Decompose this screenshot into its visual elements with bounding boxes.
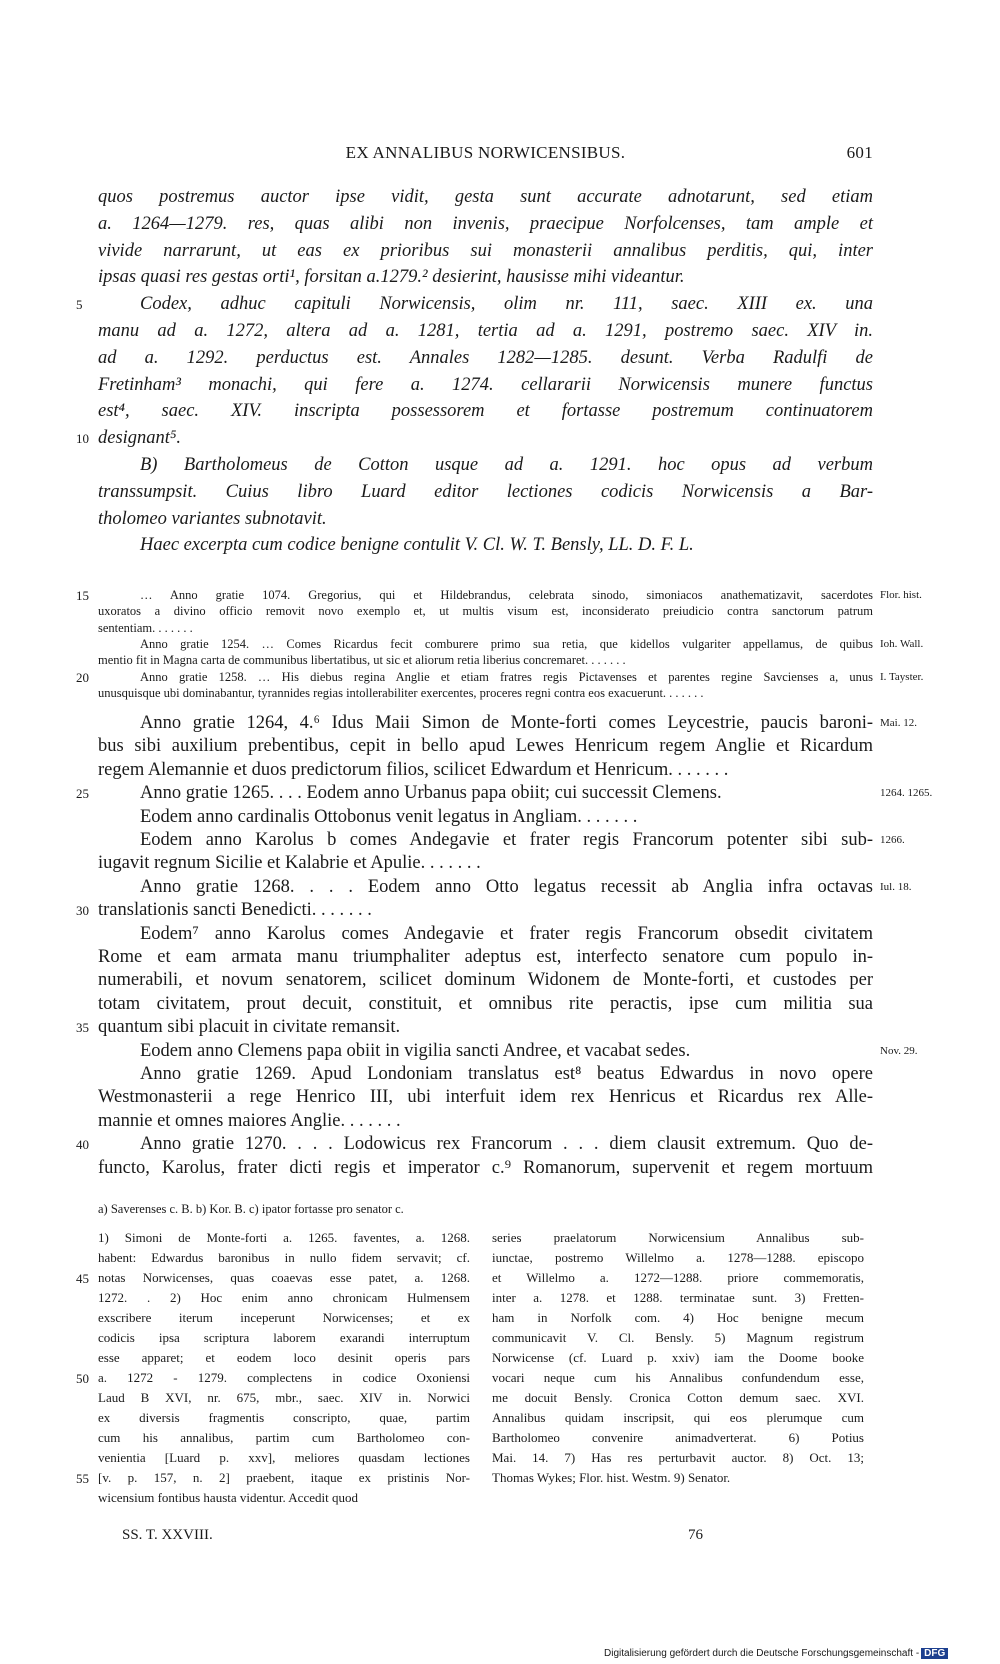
text-line: B) Bartholomeus de Cotton usque ad a. 1291. hoc opus ad verbum xyxy=(140,455,873,475)
line-number: 25 xyxy=(76,786,89,802)
line-number: 10 xyxy=(76,431,89,447)
margin-note: Flor. hist. xyxy=(880,589,922,601)
text-line: tholomeo variantes subnotavit. xyxy=(98,508,327,529)
text-line: Codex, adhuc capituli Norwicensis, olim nr. 111, saec. XIII ex. una xyxy=(140,294,873,315)
footnote-line: ex diversis fragmentis conscripto, quae, partim xyxy=(98,1410,470,1425)
footnote-line: Mai. 14. 7) Has res perturbavit auctor. 8) Oct. 13; xyxy=(492,1450,864,1465)
footnote-line: me docuit Bensly. Cronica Cotton demum saec. XVI. xyxy=(492,1390,864,1405)
text-line: a. 1264—1279. res, quas alibi non invenis, praecipue Norfolcenses, tam ample et xyxy=(98,213,873,234)
variant-readings: a) Saverenses c. B. b) Kor. B. c) ipator fortasse pro senator c. xyxy=(98,1202,404,1216)
footnotes-left-column xyxy=(98,1230,470,1510)
text-line: Anno gratie 1268. . . . Eodem anno Otto legatus recessit ab Anglia infra octavas xyxy=(140,876,873,897)
footnote-line: vocari neque cum his Annalibus confundendum esse, xyxy=(492,1370,864,1385)
text-line: Anno gratie 1270. . . . Lodowicus rex Francorum . . . diem clausit extremum. Quo de- xyxy=(140,1134,873,1155)
margin-note: Nov. 29. xyxy=(880,1044,918,1057)
text-line: … Anno gratie 1074. Gregorius, qui et Hildebrandus, celebrata sinodo, simoniacos anathematizavit, sacerdotes xyxy=(140,588,873,602)
text-line: est⁴, saec. XIV. inscripta possessorem et fortasse postremum continuatorem xyxy=(98,401,873,422)
footnote-line: notas Norwicenses, quas coaevas esse patet, a. 1268. xyxy=(98,1270,470,1285)
line-number: 40 xyxy=(76,1137,89,1153)
text-line: Anno gratie 1258. … His diebus regina Anglie et etiam fratres regis Pictavenses et parentes regine Savcienses a, unus xyxy=(140,669,873,684)
margin-note: 1264. 1265. xyxy=(880,787,933,800)
page-number: 601 xyxy=(846,143,873,162)
line-number: 55 xyxy=(76,1471,89,1486)
footnote-line: et Willelmo a. 1272—1288. priore commemoratis, xyxy=(492,1270,864,1285)
footnote-line: Norwicense (cf. Luard p. xxiv) iam the Doome booke xyxy=(492,1350,864,1365)
footnote-line: iunctae, postremo Willelmo a. 1278—1288. episcopo xyxy=(492,1250,864,1265)
line-number: 45 xyxy=(76,1271,89,1286)
footnote-line: series praelatorum Norwicensium Annalibus sub- xyxy=(492,1230,864,1245)
text-line: unusquisque ubi dominabantur, tyrannides regias intollerabiliter exercentes, proceres regni contra eos exacuerunt. . . . . . . xyxy=(98,685,704,700)
text-line: uxoratos a divino officio removit novo exemplo et, ut multis visum est, inconsiderato preiudicio contra sanctorum patrum xyxy=(98,604,873,619)
line-number: 35 xyxy=(76,1020,89,1036)
text-line: Anno gratie 1265. . . . Eodem anno Urbanus papa obiit; cui successit Clemens. xyxy=(140,783,722,804)
text-line: functo, Karolus, frater dicti regis et imperator c.⁹ Romanorum, supervenit et regem mortuum xyxy=(98,1157,873,1178)
footnote-line: Bartholomeo convenire animadverterat. 6) Potius xyxy=(492,1430,864,1445)
text-line: Eodem⁷ anno Karolus comes Andegavie et frater regis Francorum obsedit civitatem xyxy=(140,923,873,944)
text-line: quantum sibi placuit in civitate remansit. xyxy=(98,1017,401,1038)
text-line: mannie et omnes maiores Anglie. . . . . . . xyxy=(98,1110,401,1131)
footnote-line: wicensium fontibus hausta videntur. Accedit quod xyxy=(98,1490,358,1505)
line-number: 20 xyxy=(76,669,89,685)
footnote-line: [v. p. 157, n. 2] praebent, itaque ex pristinis Nor- xyxy=(98,1470,470,1485)
text-line: Eodem anno cardinalis Ottobonus venit legatus in Angliam. . . . . . . xyxy=(140,806,638,827)
text-line: Eodem anno Clemens papa obiit in vigilia sancti Andree, et vacabat sedes. xyxy=(140,1040,691,1061)
line-number: 5 xyxy=(76,297,83,313)
margin-note: Mai. 12. xyxy=(880,717,917,729)
text-line: Haec excerpta cum codice benigne contulit V. Cl. W. T. Bensly, LL. D. F. L. xyxy=(140,535,694,556)
footnote-line: inter a. 1278. et 1288. terminatae sunt. 3) Fretten- xyxy=(492,1290,864,1305)
text-line: mentio fit in Magna carta de communibus libertatibus, ut sic et aliorum retia liberius concremaret. . . . . . . xyxy=(98,653,626,668)
text-line: Westmonasterii a rege Henrico III, ubi interfuit idem rex Henricus et Ricardus rex Alle- xyxy=(98,1087,873,1108)
footnote-line: Thomas Wykes; Flor. hist. Westm. 9) Senator. xyxy=(492,1470,731,1485)
dfg-logo: DFG xyxy=(921,1648,948,1659)
footnote-line: esse apparet; et eodem loco desinit operis pars xyxy=(98,1350,470,1365)
line-number: 15 xyxy=(76,588,89,603)
footnote-line: venientia [Luard p. xxv], meliores quasdam lectiones xyxy=(98,1450,470,1465)
footnote-line: a. 1272 - 1279. complectens in codice Oxoniensi xyxy=(98,1370,470,1385)
footnote-line: exscribere iterum inceperunt Norwicenses; et ex xyxy=(98,1310,470,1325)
text-line: numerabili, et novum senatorem, scilicet dominum Widonem de Monte-forti, et custodes per xyxy=(98,970,873,991)
funding-note xyxy=(604,1648,948,1659)
text-line: Rome et eam armata manu triumphaliter adeptus est, interfecto senatore cum populo in- xyxy=(98,947,873,967)
footnote-line: habent: Edwardus baronibus in nullo fidem servavit; cf. xyxy=(98,1250,470,1265)
text-line: Anno gratie 1269. Apud Londoniam translatus est⁸ beatus Edwardus in novo opere xyxy=(140,1064,873,1084)
funding-text: Digitalisierung gefördert durch die Deutsche Forschungsgemeinschaft - xyxy=(604,1648,920,1659)
text-line: transsumpsit. Cuius libro Luard editor lectiones codicis Norwicensis a Bar- xyxy=(98,481,873,502)
text-line: iugavit regnum Sicilie et Kalabrie et Apulie. . . . . . . xyxy=(98,853,481,874)
line-number: 50 xyxy=(76,1371,89,1386)
text-line: translationis sancti Benedicti. . . . . . . xyxy=(98,900,372,921)
running-title: EX ANNALIBUS NORWICENSIBUS. xyxy=(345,143,626,162)
text-line: Eodem anno Karolus b comes Andegavie et frater regis Francorum potenter sibi sub- xyxy=(140,830,873,850)
footnote-line: cum his annalibus, partim cum Bartholomeo con- xyxy=(98,1430,470,1445)
line-number: 30 xyxy=(76,903,89,919)
text-line: totam civitatem, prout decuit, constituit, et omnibus rite peractis, ipse cum militia sua xyxy=(98,993,873,1014)
text-line: bus sibi auxilium prebentibus, cepit in bello apud Lewes Henricum regem Anglie et Ricardum xyxy=(98,736,873,757)
margin-note: 1266. xyxy=(880,834,905,846)
footnote-line: codicis ipsa scriptura laborem exarandi interruptum xyxy=(98,1330,470,1345)
text-line: Anno gratie 1254. … Comes Ricardus fecit comburere primo sua retia, que kidellos vulgariter appellamus, de quibus xyxy=(140,636,873,651)
margin-note: I. Tayster. xyxy=(880,670,924,683)
text-line: manu ad a. 1272, altera ad a. 1281, tertia ad a. 1291, postremo saec. XIV in. xyxy=(98,321,873,341)
text-line: regem Alemannie et duos predictorum filios, scilicet Edwardum et Henricum. . . . . . . xyxy=(98,759,729,780)
text-line: Fretinham³ monachi, qui fere a. 1274. cellararii Norwicensis munere functus xyxy=(98,374,873,395)
footnote-line: 1) Simoni de Monte-forti a. 1265. faventes, a. 1268. xyxy=(98,1230,470,1245)
sheet-signature: SS. T. XXVIII. xyxy=(122,1527,213,1543)
running-head xyxy=(98,143,873,171)
margin-note: Iul. 18. xyxy=(880,880,912,893)
text-line: ad a. 1292. perductus est. Annales 1282—1285. desunt. Verba Radulfi de xyxy=(98,347,873,368)
text-line: sententiam. . . . . . . xyxy=(98,620,193,635)
text-line: quos postremus auctor ipse vidit, gesta sunt accurate adnotarunt, sed etiam xyxy=(98,187,873,207)
footnote-line: communicavit V. Cl. Bensly. 5) Magnum registrum xyxy=(492,1330,864,1345)
footnote-line: 1272. . 2) Hoc enim anno chronicam Hulmensem xyxy=(98,1290,470,1305)
text-line: vivide narrarunt, ut eas ex prioribus sui monasterii annalibus perditis, qui, inter xyxy=(98,240,873,261)
footnote-line: ham in Norfolk com. 4) Hoc benigne mecum xyxy=(492,1310,864,1325)
text-line: Anno gratie 1264, 4.⁶ Idus Maii Simon de Monte-forti comes Leycestrie, paucis baroni- xyxy=(140,713,873,733)
footnotes-right-column xyxy=(492,1230,864,1490)
margin-note: Ioh. Wall. xyxy=(880,637,924,650)
text-line: designant⁵. xyxy=(98,428,181,449)
footnote-line: Annalibus quidam inscripsit, qui eos plerumque cum xyxy=(492,1410,864,1425)
footnote-line: Laud B XVI, nr. 675, mbr., saec. XIV in. Norwici xyxy=(98,1390,470,1405)
sheet-number: 76 xyxy=(688,1527,703,1543)
text-line: ipsas quasi res gestas orti¹, forsitan a.1279.² desierint, hausisse mihi videantur. xyxy=(98,267,685,288)
